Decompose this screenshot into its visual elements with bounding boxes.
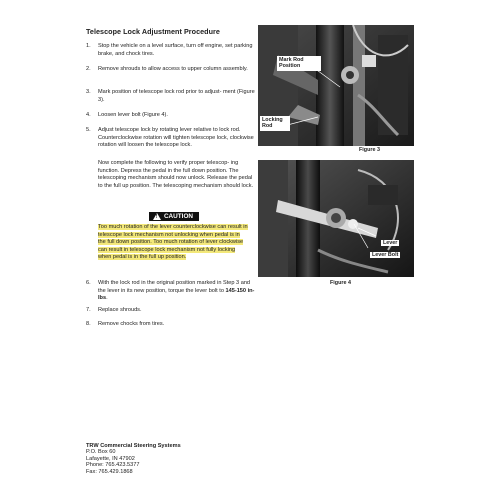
step-text: Loosen lever bolt (Figure 4). (98, 112, 168, 118)
step-text: Remove shrouds to allow access to upper column assembly. (98, 66, 248, 72)
step-number: 6. (86, 280, 91, 286)
fax-number: Fax: 765.429.1868 (86, 468, 133, 475)
verify-paragraph: Now complete the following to verify proper telescop- ing function. Depress the pedal in the full down position. The telescoping mechanism should now unlock. Release the pedal to the full up position. The telescoping mechanism should lock. (98, 160, 254, 189)
caution-highlighted-text: Too much rotation of the lever counterclockwise can result in telescope lock mechanism not unlocking when pedal is in the full down position. Too much rotation of lever clockwise can result in telescope lock mechanism not fully locking when pedal is in the full up position. (98, 224, 248, 261)
city-state-zip: Lafayette, IN 47902 (86, 455, 135, 462)
step-number: 4. (86, 112, 91, 118)
footer-address (86, 443, 181, 475)
page-title: Telescope Lock Adjustment Procedure (86, 27, 220, 36)
step-text: Replace shrouds. (98, 307, 142, 313)
step-text: Mark position of telescope lock rod prior to adjust- ment (Figure 3). (98, 89, 255, 103)
caution-badge (149, 212, 199, 221)
step-number: 3. (86, 89, 91, 95)
callout-lever: Lever (383, 240, 398, 246)
company-name: TRW Commercial Steering Systems (86, 443, 181, 449)
figure-4-photo (258, 160, 414, 277)
caution-text (98, 224, 248, 262)
caution-label: CAUTION (163, 213, 194, 220)
step-number: 1. (86, 43, 91, 49)
figure-4-caption: Figure 4 (330, 280, 351, 286)
figure-3-caption: Figure 3 (359, 147, 380, 153)
caution-header (98, 211, 250, 222)
step-number: 8. (86, 321, 91, 327)
callout-mark-rod-position: Mark Rod Position (277, 56, 321, 71)
po-box: P.O. Box 60 (86, 449, 116, 456)
step-number: 2. (86, 66, 91, 72)
step-text: Adjust telescope lock by rotating lever relative to lock rod. Counterclockwise rotation will tighten telescope lock, clockwise rotation will loosen the telescope lock. (98, 127, 254, 149)
figure-4-image (258, 160, 414, 277)
step-text: With the lock rod in the original position marked in Step 3 and the lever in its new position, torque the lever bolt to 145-150 in-lbs. (98, 280, 255, 302)
callout-locking-rod: Locking Rod (260, 116, 290, 131)
torque-value: 145-150 in-lbs (98, 287, 255, 302)
phone-number: Phone: 765.423.5377 (86, 462, 140, 469)
step-text: Remove chocks from tires. (98, 321, 165, 327)
step-number: 5. (86, 127, 91, 133)
step-text: Stop the vehicle on a level surface, turn off engine, set parking brake, and chock tires. (98, 43, 253, 57)
callout-lever-bolt: Lever Bolt (372, 252, 399, 258)
step-number: 7. (86, 307, 91, 313)
warning-icon (153, 213, 161, 220)
